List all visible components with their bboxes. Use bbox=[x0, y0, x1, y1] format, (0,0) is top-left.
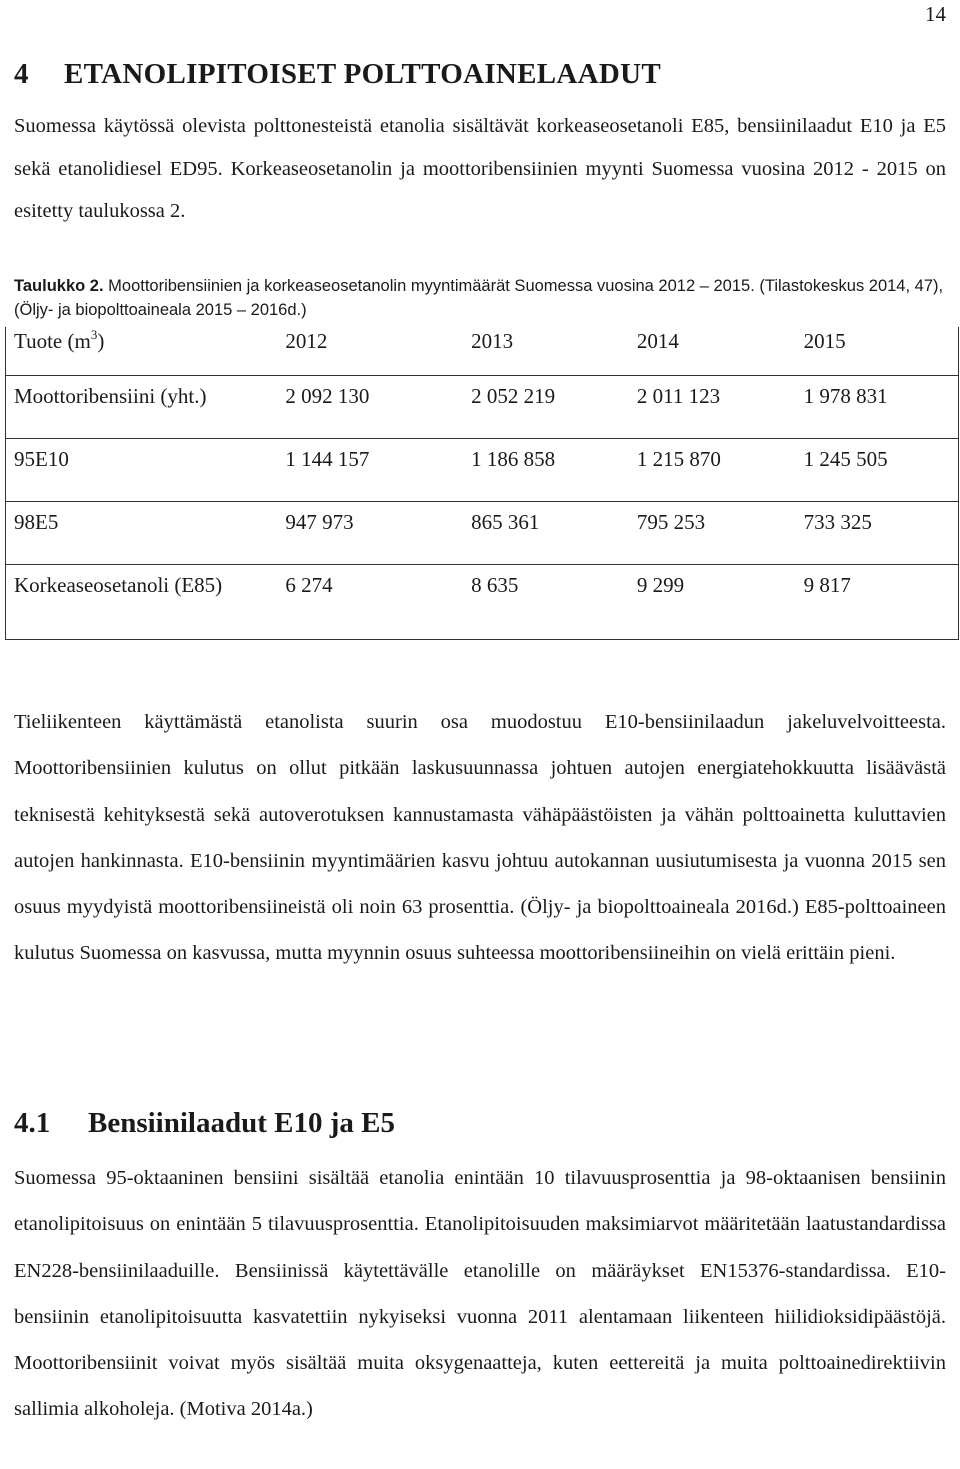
table-row bbox=[6, 502, 959, 565]
row-value: 795 253 bbox=[629, 502, 796, 565]
row-value: 865 361 bbox=[463, 502, 629, 565]
row-value: 2 092 130 bbox=[277, 376, 463, 439]
header-year: 2013 bbox=[471, 329, 514, 353]
row-value: 733 325 bbox=[796, 502, 959, 565]
table-row bbox=[6, 439, 959, 502]
table-caption bbox=[14, 274, 946, 322]
sales-table bbox=[5, 327, 959, 640]
row-product: Moottoribensiini (yht.) bbox=[6, 376, 278, 439]
row-value: 6 274 bbox=[277, 565, 463, 640]
chapter-title-text: ETANOLIPITOISET POLTTOAINELAADUT bbox=[64, 58, 662, 90]
header-product: Tuote $(m^3)$ bbox=[14, 327, 105, 353]
section-title-text: Bensiinilaadut E10 ja E5 bbox=[88, 1107, 395, 1139]
row-value: 2 052 219 bbox=[463, 376, 629, 439]
table-row bbox=[6, 565, 959, 640]
row-value: 2 011 123 bbox=[629, 376, 796, 439]
table-caption-label: Taulukko 2. bbox=[14, 277, 104, 295]
row-value: 1 978 831 bbox=[796, 376, 959, 439]
section-number: 4.1 bbox=[14, 1107, 51, 1139]
table-row bbox=[6, 376, 959, 439]
row-value: 9 817 bbox=[796, 565, 959, 640]
header-year: 2012 bbox=[285, 329, 328, 353]
body-paragraph: Tieliikenteen käyttämästä etanolista suurin osa muodostuu E10-bensiinilaadun jakeluvelvoitteesta. Moottoribensiinien kulutus on ollut pitkään laskusuunnassa johtuen autojen energiatehokkuutta lisäävästä teknisestä kehityksestä sekä autoverotuksen kannustamasta vähäpäästöisten ja vähän polttoainetta kuluttavien autojen hankinnasta. E10-bensiinin myyntimäärien kasvu johtuu autokannan uusiutumisesta ja vuonna 2015 sen osuus myydyistä moottoribensiineistä oli noin 63 prosenttia. (Öljy- ja biopolttoaineala 2016d.) E85-polttoaineen kulutus Suomessa on kasvussa, mutta myynnin osuus suhteessa moottoribensiineihin on vielä erittäin pieni. bbox=[14, 711, 946, 965]
row-value: 1 186 858 bbox=[463, 439, 629, 502]
header-year: 2015 bbox=[803, 329, 846, 353]
row-value: 1 245 505 bbox=[796, 439, 959, 502]
row-product: 95E10 bbox=[6, 439, 278, 502]
page-number: 14 bbox=[925, 2, 946, 26]
row-product: Korkeaseosetanoli (E85) bbox=[6, 565, 278, 640]
intro-paragraph: Suomessa käytössä olevista polttonesteistä etanolia sisältävät korkeaseosetanoli E85, bensiinilaadut E10 ja E5 sekä etanolidiesel ED95. Korkeaseosetanolin ja moottoribensiinien myynti Suomessa vuosina 2012 - 2015 on esitetty taulukossa 2. bbox=[14, 115, 946, 222]
table-caption-text: Moottoribensiinien ja korkeaseosetanolin myyntimäärät Suomessa vuosina 2012 – 2015. (Tilastokeskus 2014, 47), (Öljy- ja biopolttoaineala 2015 – 2016d.) bbox=[14, 277, 944, 319]
chapter-title bbox=[14, 58, 661, 91]
row-value: 947 973 bbox=[277, 502, 463, 565]
chapter-number: 4 bbox=[14, 58, 29, 90]
table-header-row bbox=[6, 327, 959, 376]
row-value: 8 635 bbox=[463, 565, 629, 640]
row-value: 1 144 157 bbox=[277, 439, 463, 502]
section-paragraph: Suomessa 95-oktaaninen bensiini sisältää etanolia enintään 10 tilavuusprosenttia ja 98-oktaanisen bensiinin etanolipitoisuus on enintään 5 tilavuusprosenttia. Etanolipitoisuuden maksimiarvot määritetään laatustandardissa EN228-bensiinilaaduille. Bensiinissä käytettävälle etanolille on määräykset EN15376-standardissa. E10-bensiinin etanolipitoisuutta kasvatettiin nykyiseksi vuonna 2011 alentamaan liikenteen hiilidioksidipäästöjä. Moottoribensiinit voivat myös sisältää muita oksygenaatteja, kuten eettereitä ja muita polttoainedirektiivin sallimia alkoholeja. (Motiva 2014a.) bbox=[14, 1167, 946, 1421]
row-value: 1 215 870 bbox=[629, 439, 796, 502]
header-year: 2014 bbox=[636, 329, 679, 353]
row-value: 9 299 bbox=[629, 565, 796, 640]
row-product: 98E5 bbox=[6, 502, 278, 565]
section-title bbox=[14, 1107, 395, 1140]
